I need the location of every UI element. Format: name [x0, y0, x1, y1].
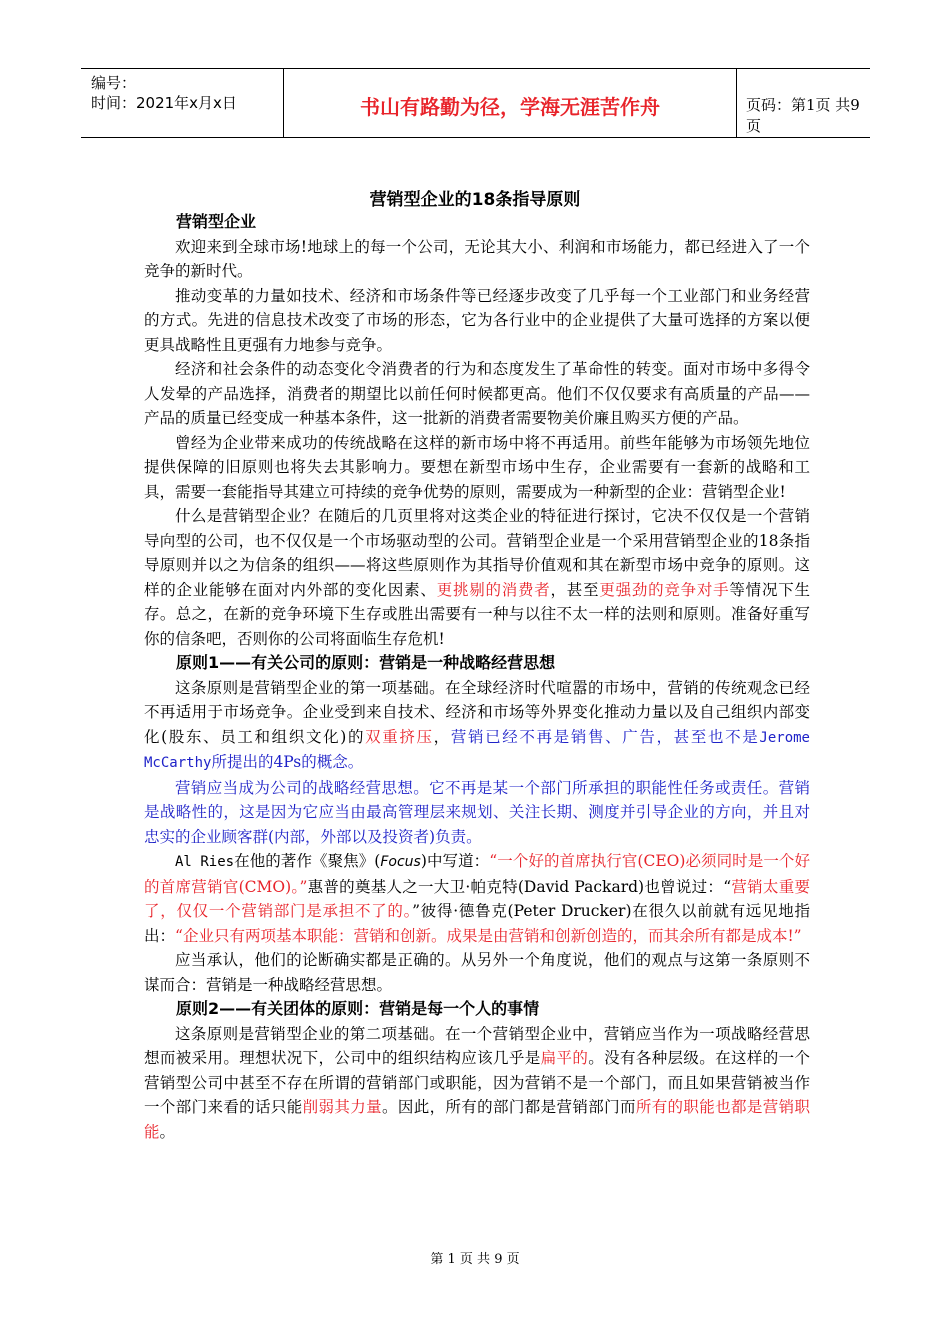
paragraph [144, 1022, 810, 1145]
document-title: 营销型企业的18条指导原则 [369, 190, 581, 210]
header-motto-cell [283, 69, 737, 137]
text-run: Focus [380, 854, 421, 870]
highlight-red: 削弱其力量 [302, 1098, 382, 1116]
highlight-red: “一个好的首席执行官(CEO)必须同时是一个好的首席营销官(CMO)。” [144, 852, 810, 896]
highlight-red: “企业只有两项基本职能：营销和创新。成果是由营销和创新创造的，而其余所有都是成本!” [175, 926, 802, 945]
text-run: 这条原则是营销型企业的第二项基础。在一个营销型企业中，营销应当作为一项战略经营思想而被采用。理想状况下，公司中的组织结构应该几乎是 [144, 1024, 810, 1067]
text-run: 。因此，所有的部门都是营销部门而 [381, 1098, 636, 1116]
motto: 书山有路勤为径，学海无涯苦作舟 [360, 95, 660, 119]
text-run: 在他的著作《聚焦》( [234, 852, 381, 870]
paragraph: 欢迎来到全球市场!地球上的每一个公司，无论其大小、利润和市场能力，都已经进入了一个竞争的新时代。 [144, 237, 810, 280]
highlight-blue: Jerome McCarthy [144, 729, 810, 771]
highlight-red: 扁平的 [540, 1049, 589, 1067]
text-run: 等情况下生存。总之，在新的竞争环境下生存或胜出需要有一种与以往不太一样的法则和原则。准备好重写你的信条吧，否则你的公司将面临生存危机! [144, 580, 810, 648]
time-label: 时间：2021年x月x日 [91, 94, 237, 112]
highlight-red: 更挑剔的消费者 [436, 580, 551, 599]
text-run: Al Ries [175, 854, 235, 870]
text-run: 。没有各种层级。在这样的一个营销型公司中甚至不存在所谓的营销部门或职能，因为营销不是一个部门，而且如果营销被当作一个部门来看的话只能 [144, 1049, 810, 1116]
paragraph [144, 849, 810, 948]
paragraph: 应当承认，他们的论断确实都是正确的。从另外一个角度说，他们的观点与这第一条原则不谋而合：营销是一种战略经营思想。 [144, 951, 810, 994]
page-footer: 第 1 页 共 9 页 [430, 1252, 520, 1267]
highlight-red: 双重挤压 [365, 727, 434, 746]
document-body [144, 210, 810, 1144]
intro-heading: 营销型企业 [176, 212, 257, 231]
number-label: 编号： [91, 74, 137, 92]
document-header [81, 68, 870, 138]
paragraph: 推动变革的力量如技术、经济和市场条件等已经逐步改变了几乎每一个工业部门和业务经营的方式。先进的信息技术改变了市场的形态，它为各行业中的企业提供了大量可选择的方案以便更具战略性且更强有力地参与竞争。 [144, 286, 810, 354]
paragraph [144, 504, 810, 651]
highlight-blue: 所提出的4Ps的概念。 [211, 753, 364, 771]
principle-2-heading: 原则2——有关团体的原则：营销是每一个人的事情 [176, 999, 540, 1018]
text-run: 这条原则是营销型企业的第一项基础。在全球经济时代喧嚣的市场中，营销的传统观念已经不再适用于市场竞争。企业受到来自技术、经济和市场等外界变化推动力量以及自己组织内部变化(股东、员工和组织文化)的 [144, 678, 810, 746]
principle-1-heading: 原则1——有关公司的原则：营销是一种战略经营思想 [176, 653, 556, 672]
text-run: ”彼得·德鲁克(Peter Drucker)在很久以前就有远见地指出： [144, 902, 810, 945]
paragraph: 经济和社会条件的动态变化令消费者的行为和态度发生了革命性的转变。面对市场中多得令人发晕的产品选择，消费者的期望比以前任何时候都更高。他们不仅仅要求有高质量的产品——产品的质量已经变成一种基本条件，这一批新的消费者需要物美价廉且购买方便的产品。 [144, 360, 810, 427]
paragraph-blue: 营销应当成为公司的战略经营思想。它不再是某一个部门所承担的职能性任务或责任。营销是战略性的，这是因为它应当由最高管理层来规划、关注长期、测度并引导企业的方向，并且对忠实的企业顾客群(内部，外部以及投资者)负责。 [144, 778, 810, 846]
highlight-red: 所有的职能也都是营销职能 [144, 1098, 810, 1141]
text-run: 什么是营销型企业？在随后的几页里将对这类企业的特征进行探讨，它决不仅仅是一个营销导向型的公司，也不仅仅是一个市场驱动型的公司。营销型企业是一个采用营销型企业的18条指导原则并以之为信条的组织——将这些原则作为其指导价值观和其在新型市场中竞争的原则。这样的企业能够在面对内外部的变化因素、 [144, 507, 810, 599]
text-run: 。 [159, 1122, 176, 1141]
text-run: ，甚至 [550, 580, 600, 599]
paragraph: 曾经为企业带来成功的传统战略在这样的新市场中将不再适用。前些年能够为市场领先地位提供保障的旧原则也将失去其影响力。要想在新型市场中生存，企业需要有一套新的战略和工具，需要一套能指导其建立可持续的竞争优势的原则，需要成为一种新型的企业：营销型企业! [144, 433, 810, 501]
paragraph [144, 676, 810, 776]
highlight-blue: 营销已经不再是销售、广告，甚至也不是 [450, 727, 760, 746]
header-page-cell [736, 69, 870, 137]
text-run: ， [433, 727, 451, 746]
highlight-red: 营销太重要了，仅仅一个营销部门是承担不了的。 [144, 877, 810, 920]
text-run: 惠普的奠基人之一大卫·帕克特(David Packard)也曾说过：“ [307, 877, 732, 896]
page-label: 页码：第1页 共9页 [746, 96, 860, 135]
header-meta-cell [81, 69, 283, 137]
text-run: )中写道： [420, 852, 490, 870]
highlight-red: 更强劲的竞争对手 [599, 580, 730, 599]
